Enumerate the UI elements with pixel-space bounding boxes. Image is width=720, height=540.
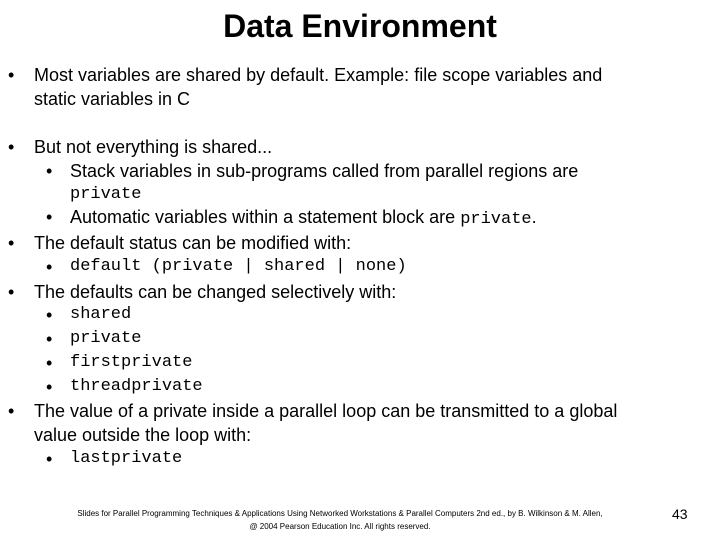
bullet-4-item-threadprivate: threadprivate [70,377,203,396]
slide-footer [30,507,650,533]
bullet-2-sub-2-code: private [460,210,532,229]
bullet-4-item-firstprivate: firstprivate [70,353,193,372]
bullet-2-text: But not everything is shared... [34,137,273,157]
page-number: 43 [672,506,688,522]
sub-bullet-marker: • [46,329,53,349]
bullet-2-sub-1-code: private [70,185,142,204]
bullet-2-sub-2-text: Automatic variables within a statement block are [70,207,456,227]
bullet-5-sub-1-code: lastprivate [70,449,183,468]
bullet-3-sub-1-code: default (private | shared | none) [70,257,407,276]
bullet-2-sub-2 [70,205,537,232]
sub-bullet-marker: • [46,207,53,227]
footer-line-1: Slides for Parallel Programming Techniques & Applications Using Networked Workstations & Parallel Computers 2nd ed., by B. Wilkinson & M. Allen, [77,509,603,518]
bullet-4-item-private: private [70,329,142,348]
bullet-5-line-2: value outside the loop with: [34,425,252,445]
footer-line-2: @ 2004 Pearson Education Inc. All rights reserved. [249,522,431,531]
bullet-5-line-1: The value of a private inside a parallel loop can be transmitted to a global [34,401,618,421]
bullet-1-line-2: static variables in C [34,89,191,109]
sub-bullet-marker: • [46,305,53,325]
bullet-2-sub-1-line-1: Stack variables in sub-programs called from parallel regions are [70,161,579,181]
bullet-marker: • [8,282,15,302]
sub-bullet-marker: • [46,161,53,181]
bullet-1-line-1: Most variables are shared by default. Example: file scope variables and [34,65,603,85]
sub-bullet-marker: • [46,449,53,469]
sub-bullet-marker: • [46,353,53,373]
sub-bullet-marker: • [46,257,53,277]
bullet-4-item-shared: shared [70,305,132,324]
bullet-marker: • [8,137,15,157]
bullet-2-sub-2-end: . [531,207,537,227]
bullet-marker: • [8,65,15,85]
sub-bullet-marker: • [46,377,53,397]
slide-title: Data Environment [223,8,497,44]
bullet-4-text: The defaults can be changed selectively with: [34,282,397,302]
bullet-3-text: The default status can be modified with: [34,233,352,253]
bullet-marker: • [8,401,15,421]
bullet-marker: • [8,233,15,253]
